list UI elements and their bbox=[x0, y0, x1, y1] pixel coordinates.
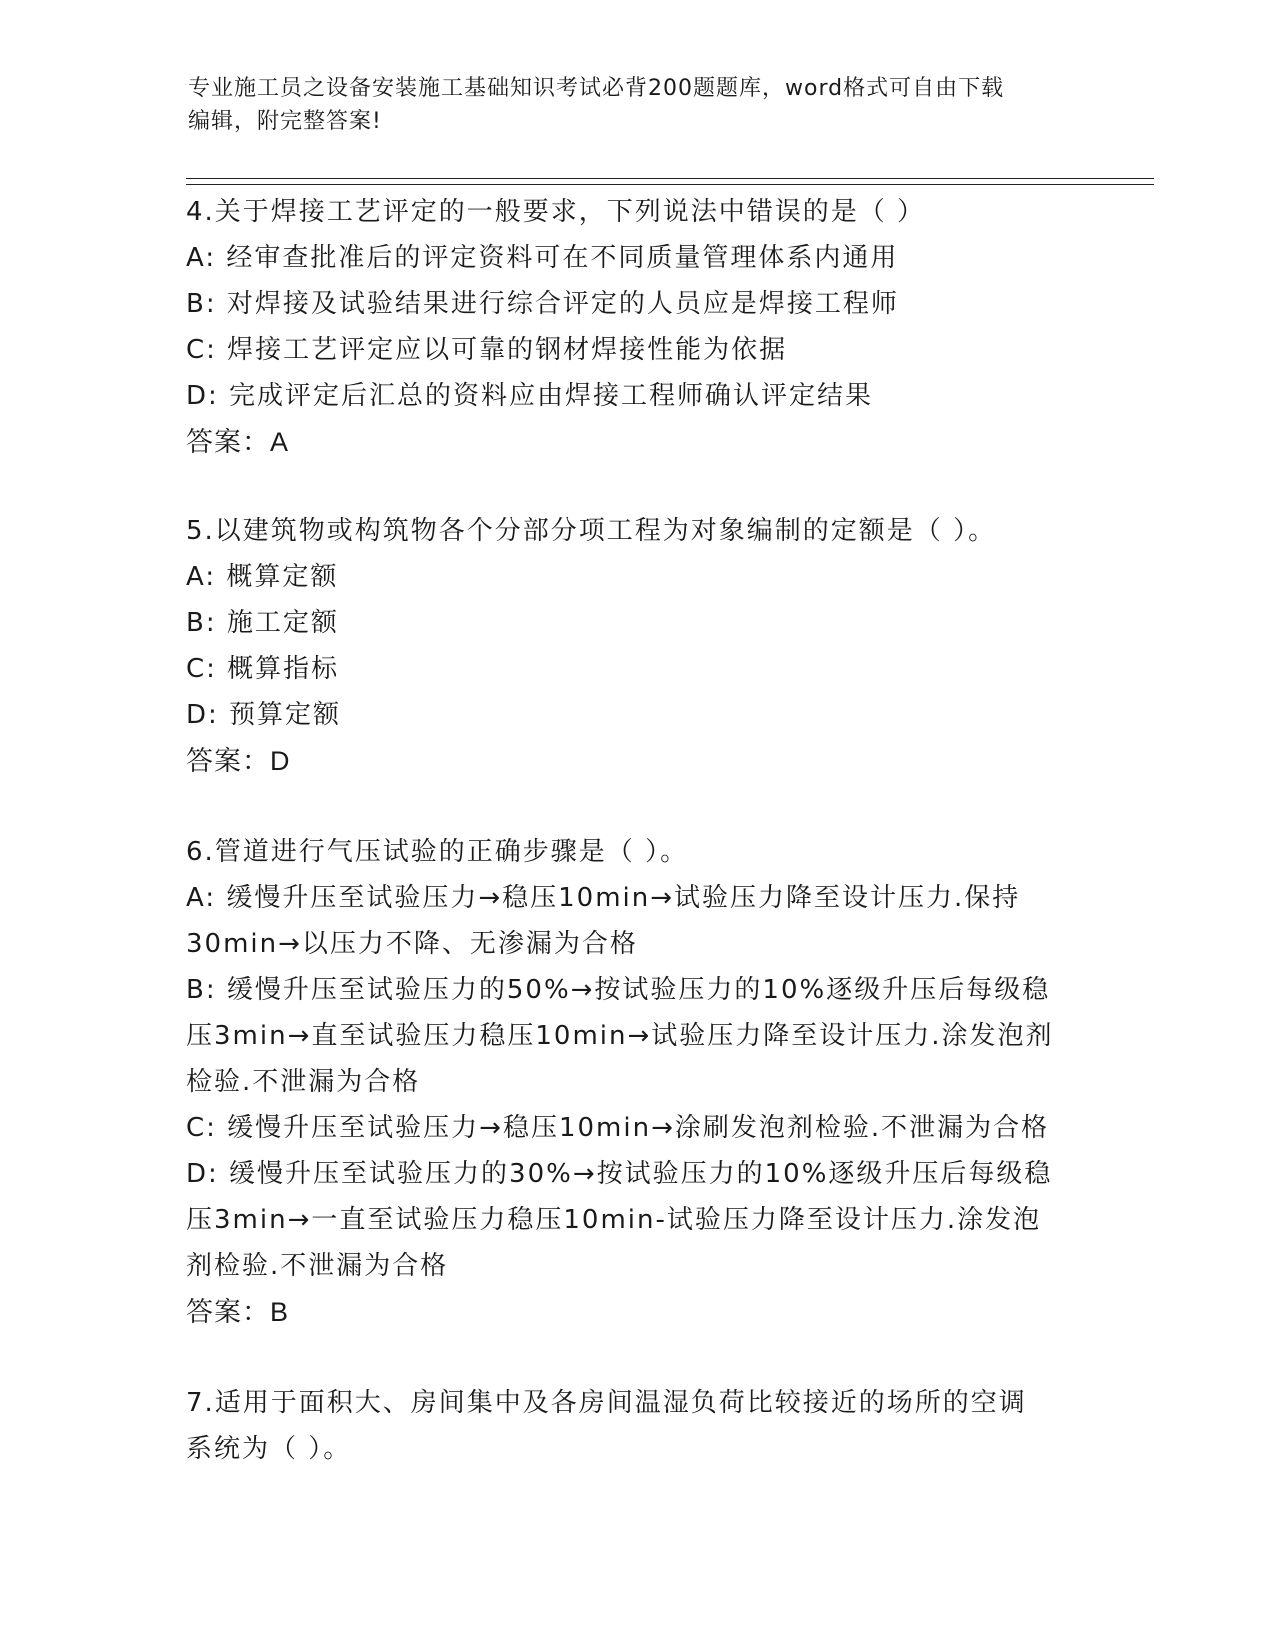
question-stem-continued: 系统为（ ）。 bbox=[186, 1434, 352, 1464]
option-c bbox=[186, 1105, 1086, 1151]
document-header bbox=[188, 72, 1068, 138]
option-d-line: 压3min→一直至试验压力稳压10min-试验压力降至设计压力.涂发泡 bbox=[186, 1205, 1042, 1235]
option-a-line: 30min→以压力不降、无渗漏为合格 bbox=[186, 929, 638, 959]
option-b bbox=[186, 967, 1086, 1105]
option-d: D: 完成评定后汇总的资料应由焊接工程师确认评定结果 bbox=[186, 381, 874, 411]
option-b-line: 检验.不泄漏为合格 bbox=[186, 1067, 421, 1097]
answer-label: 答案：D bbox=[186, 746, 291, 776]
option-a: A: 经审查批准后的评定资料可在不同质量管理体系内通用 bbox=[186, 243, 899, 273]
option-a bbox=[186, 875, 1086, 967]
answer-label: 答案：A bbox=[186, 427, 290, 457]
question-stem: 5.以建筑物或构筑物各个分部分项工程为对象编制的定额是（ ）。 bbox=[186, 516, 997, 546]
question-stem: 7.适用于面积大、房间集中及各房间温湿负荷比较接近的场所的空调 bbox=[186, 1388, 1027, 1418]
header-line-1: 专业施工员之设备安装施工基础知识考试必背200题题库，word格式可自由下载 bbox=[188, 76, 1005, 101]
option-c: C: 焊接工艺评定应以可靠的钢材焊接性能为依据 bbox=[186, 335, 788, 365]
option-c: C: 概算指标 bbox=[186, 654, 340, 684]
question-5 bbox=[186, 508, 1086, 784]
option-d-line: 剂检验.不泄漏为合格 bbox=[186, 1251, 449, 1281]
question-stem: 6.管道进行气压试验的正确步骤是（ ）。 bbox=[186, 837, 689, 867]
answer-label: 答案：B bbox=[186, 1297, 290, 1327]
question-stem: 4.关于焊接工艺评定的一般要求，下列说法中错误的是（ ） bbox=[186, 197, 926, 227]
option-b: B: 施工定额 bbox=[186, 608, 339, 638]
option-b: B: 对焊接及试验结果进行综合评定的人员应是焊接工程师 bbox=[186, 289, 899, 319]
option-d: D: 预算定额 bbox=[186, 700, 342, 730]
header-line-2: 编辑，附完整答案! bbox=[188, 109, 382, 134]
option-a-line: A: 缓慢升压至试验压力→稳压10min→试验压力降至设计压力.保持 bbox=[186, 883, 1021, 913]
question-4 bbox=[186, 189, 1086, 465]
option-c-line: C: 缓慢升压至试验压力→稳压10min→涂刷发泡剂检验.不泄漏为合格 bbox=[186, 1113, 1050, 1143]
option-d-line: D: 缓慢升压至试验压力的30%→按试验压力的10%逐级升压后每级稳 bbox=[186, 1159, 1053, 1189]
question-7 bbox=[186, 1380, 1086, 1472]
option-b-line: B: 缓慢升压至试验压力的50%→按试验压力的10%逐级升压后每级稳 bbox=[186, 975, 1051, 1005]
option-a: A: 概算定额 bbox=[186, 562, 339, 592]
question-6 bbox=[186, 829, 1086, 1335]
option-d bbox=[186, 1151, 1086, 1289]
header-divider-top bbox=[186, 178, 1154, 179]
header-divider-bottom bbox=[186, 184, 1154, 185]
option-b-line: 压3min→直至试验压力稳压10min→试验压力降至设计压力.涂发泡剂 bbox=[186, 1021, 1054, 1051]
